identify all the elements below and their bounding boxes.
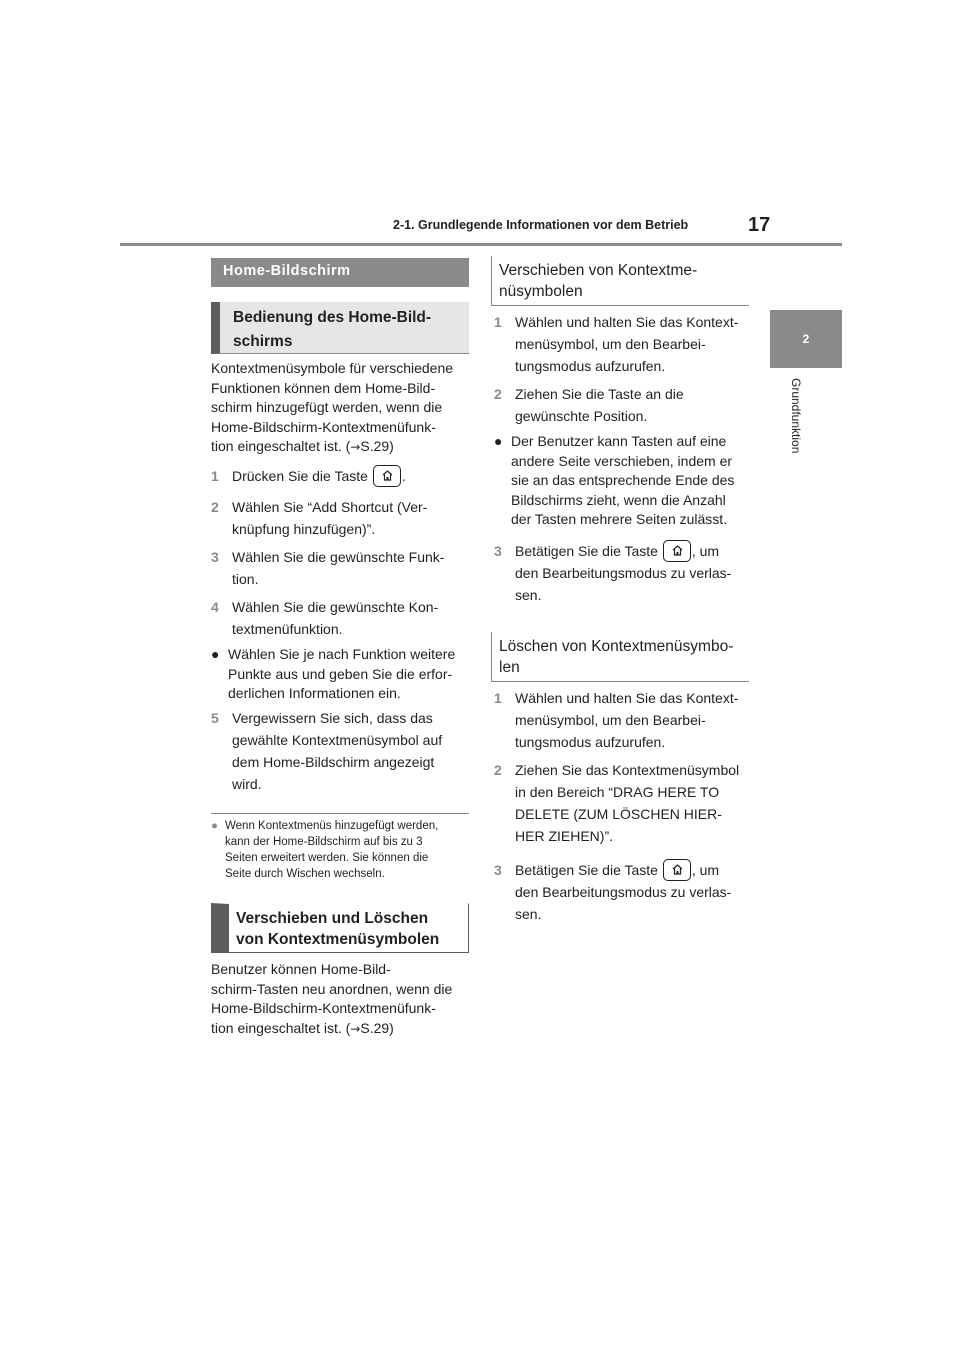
chapter-tab[interactable]: 2 — [770, 310, 842, 368]
move-step-3: 3 Betätigen Sie die Taste , um den Bearbeitungsmodus zu verlas- sen. — [494, 540, 754, 606]
bullet-note: ● Wählen Sie je nach Funktion weitere Punkte aus und geben Sie die erfor- derlichen Informationen ein. — [211, 646, 456, 701]
home-key — [663, 540, 691, 562]
note-divider — [211, 813, 469, 814]
bullet-icon: ● — [211, 646, 220, 662]
home-key — [373, 465, 401, 487]
note-bullet-icon: ● — [211, 820, 218, 832]
move-delete-intro: Benutzer können Home-Bild- schirm-Tasten neu anordnen, wenn die Home-Bildschirm-Kontextmenüfunk- tion eingeschaltet ist. (→S.29) — [211, 961, 453, 1036]
home-icon — [672, 545, 683, 557]
move-bullet-note: ● Der Benutzer kann Tasten auf eine andere Seite verschieben, indem er sie an das entsprechende Ende des Bildschirms zieht, wenn die Anzahl der Tasten mehrere Seiten zulässt. — [494, 433, 735, 527]
move-step-2: 2 Ziehen Sie die Taste an die gewünschte Position. — [494, 386, 684, 424]
bullet-icon: ● — [494, 433, 503, 449]
page-reference-link[interactable]: S.29) — [360, 438, 394, 454]
step-4: 4 Wählen Sie die gewünschte Kon- textmenüfunktion. — [211, 599, 439, 637]
delete-step-1: 1 Wählen und halten Sie das Kontext- menüsymbol, um den Bearbei- tungsmodus aufzurufen. — [494, 690, 739, 750]
subsection-title-operation: Bedienung des Home-Bild- schirms — [211, 302, 469, 354]
home-icon — [672, 864, 683, 876]
page-reference-link[interactable]: S.29) — [360, 1019, 394, 1036]
header-divider — [120, 243, 842, 246]
subsection-title-move-delete: Verschieben und Löschen von Kontextmenüsymbolen — [211, 903, 469, 953]
home-icon — [382, 470, 393, 482]
step-5: 5 Vergewissern Sie sich, dass das gewählte Kontextmenüsymbol auf dem Home-Bildschirm angezeigt wird. — [211, 710, 443, 792]
chapter-tab-label: Grundfunktion — [789, 378, 803, 454]
reference-arrow-icon: → — [350, 440, 361, 454]
step-3: 3 Wählen Sie die gewünschte Funk- tion. — [211, 549, 445, 587]
chapter-title: 2-1. Grundlegende Informationen vor dem Betrieb — [393, 218, 689, 232]
intro-paragraph: Kontextmenüsymbole für verschiedene Funktionen können dem Home-Bild- schirm hinzugefügt werden, wenn die Home-Bildschirm-Kontextmenüfunk- tion eingeschaltet ist. (→S.29) — [211, 360, 454, 454]
subsubsection-title-delete: Löschen von Kontextmenüsymbo- len — [491, 632, 749, 682]
section-title: Home-Bildschirm — [211, 258, 469, 287]
step-1: 1 Drücken Sie die Taste . — [211, 465, 473, 487]
move-step-1: 1 Wählen und halten Sie das Kontext- menüsymbol, um den Bearbei- tungsmodus aufzurufen. — [494, 314, 739, 374]
info-note: ● Wenn Kontextmenüs hinzugefügt werden, kann der Home-Bildschirm auf bis zu 3 Seiten erweitert werden. Sie können die Seite durch Wischen wechseln. — [211, 820, 439, 880]
home-key — [663, 859, 691, 881]
reference-arrow-icon: → — [350, 1021, 361, 1036]
step-2: 2 Wählen Sie “Add Shortcut (Ver- knüpfung hinzufügen)”. — [211, 499, 428, 537]
delete-step-3: 3 Betätigen Sie die Taste , um den Bearbeitungsmodus zu verlas- sen. — [494, 859, 754, 925]
delete-step-2: 2 Ziehen Sie das Kontextmenüsymbol in den Bereich “DRAG HERE TO DELETE (ZUM LÖSCHEN HIER- HER ZIEHEN)”. — [494, 762, 740, 844]
subsubsection-title-move: Verschieben von Kontextme- nüsymbolen — [491, 256, 749, 306]
page-number: 17 — [748, 214, 771, 236]
